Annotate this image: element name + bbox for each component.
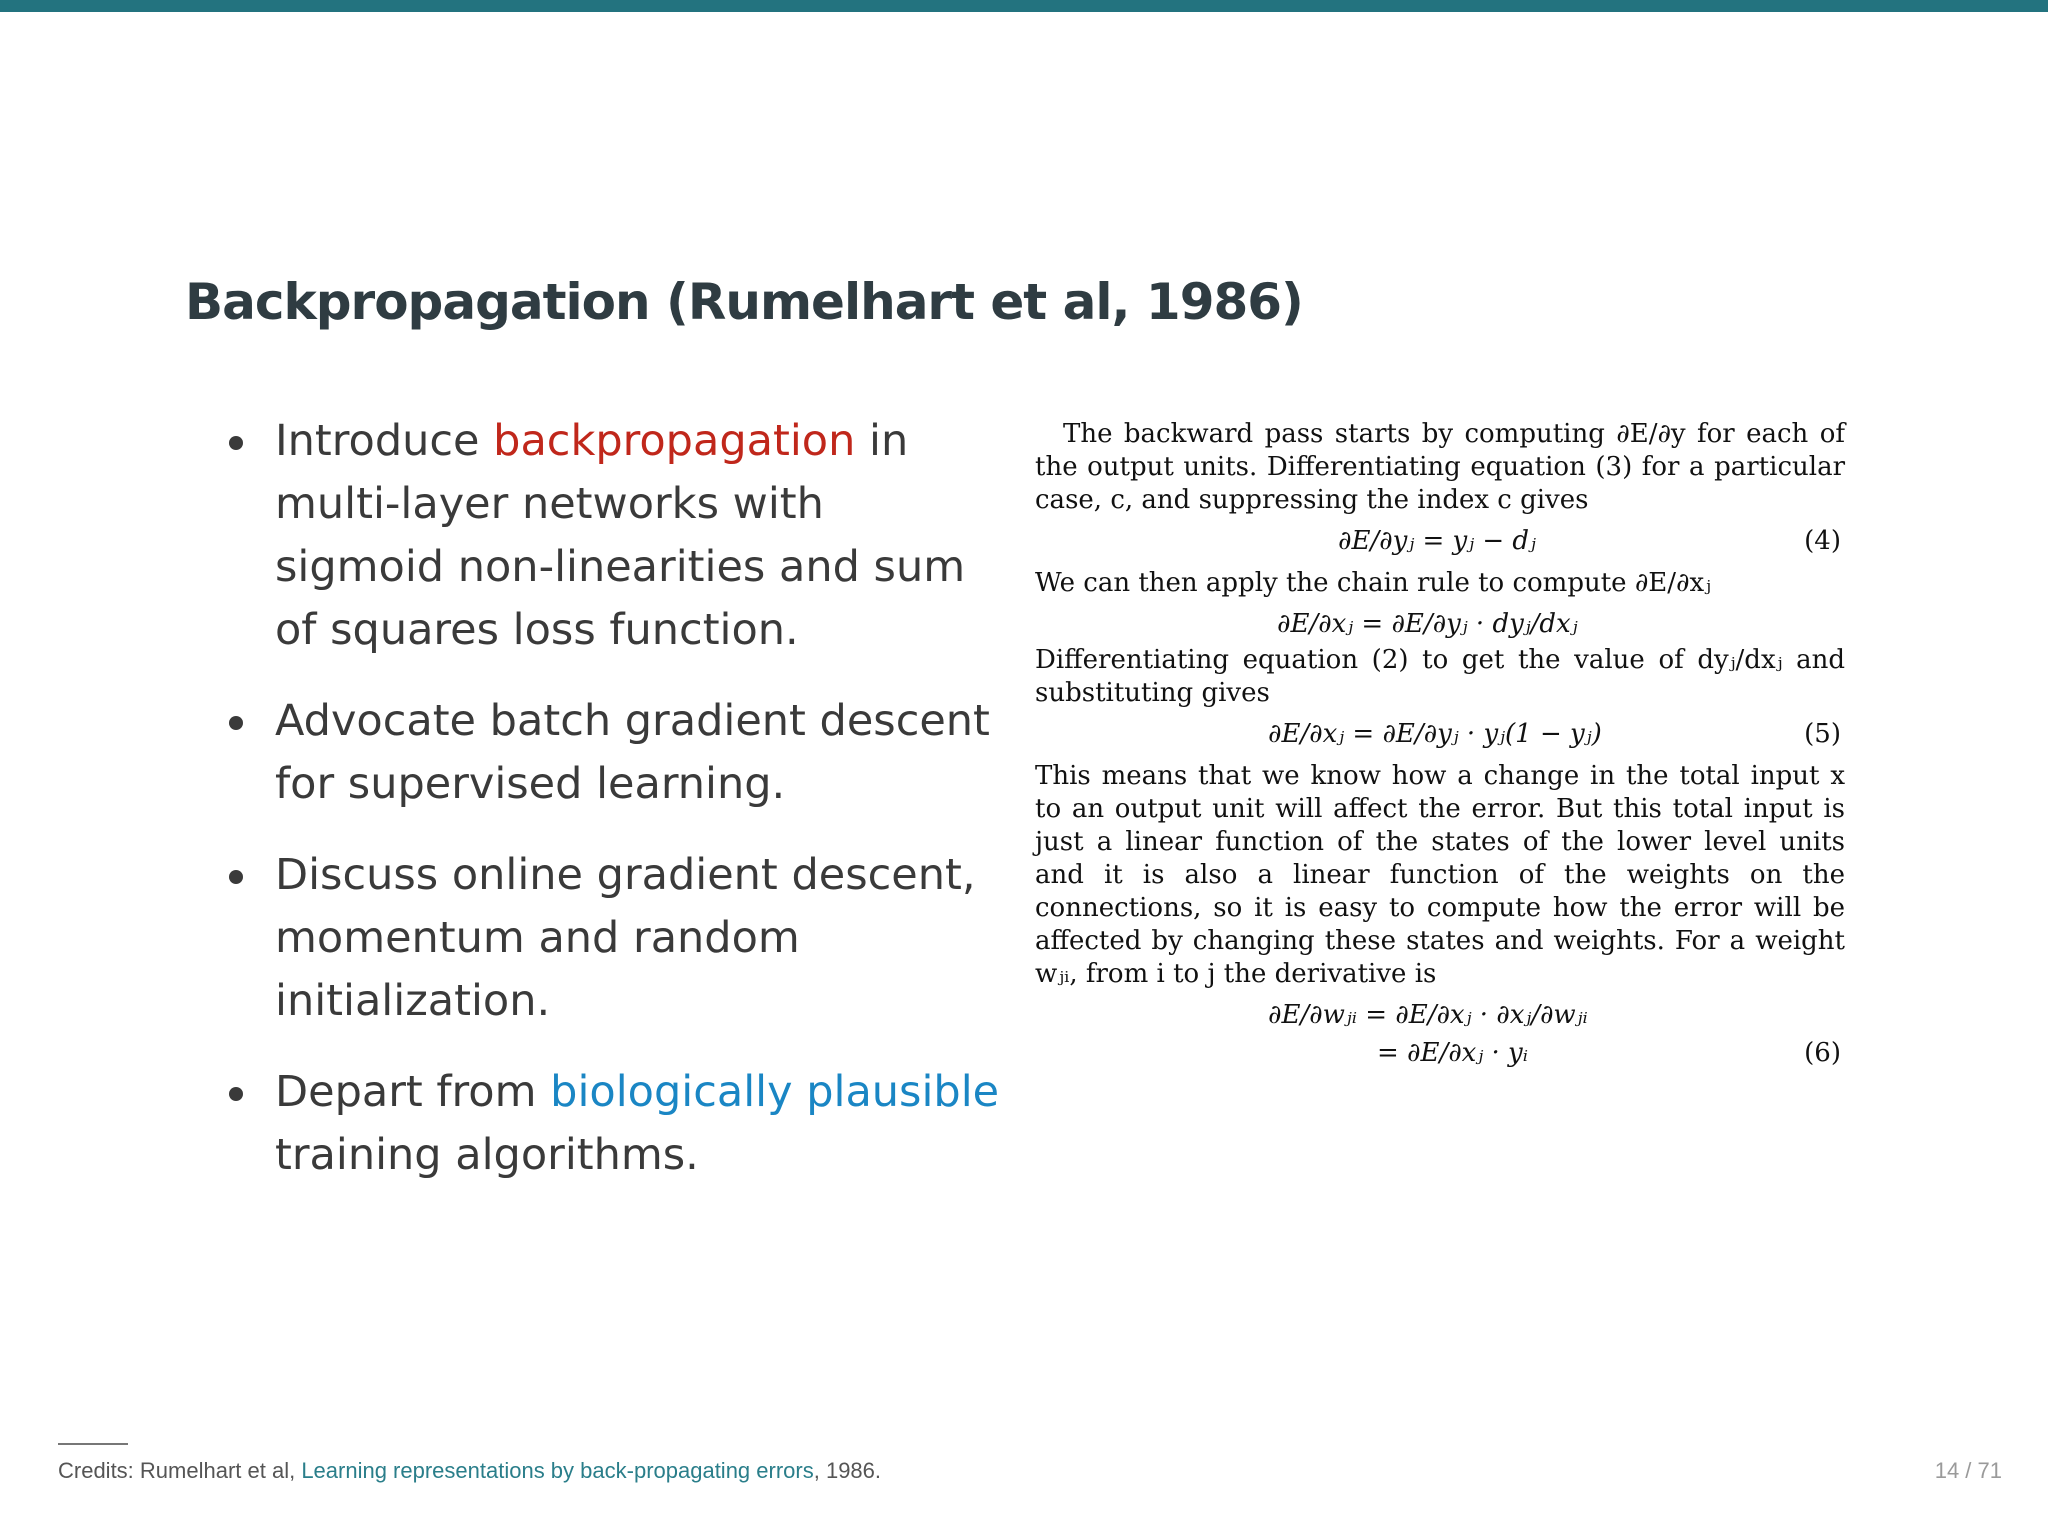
bullet-dot-icon (229, 716, 243, 730)
bullet-item (225, 410, 1005, 662)
bullet-text-post: in multi-layer networks with sigmoid non-linearities and sum of squares loss function. (275, 416, 966, 655)
bullet-item (225, 690, 1005, 816)
bullet-highlight: backpropagation (493, 416, 856, 466)
equation-expression: ∂E/∂xⱼ = ∂E/∂yⱼ · yⱼ(1 − yⱼ) (1268, 719, 1602, 749)
equation-6-line-2 (1035, 1035, 1845, 1079)
equation-number: (4) (1804, 526, 1841, 556)
paper-paragraph: The backward pass starts by computing ∂E/∂y for each of the output units. Differentiating equation (3) for a particular case, c, and suppressing the index c gives (1035, 419, 1845, 515)
paper-paragraph: Differentiating equation (2) to get the value of dyⱼ/dxⱼ and substituting gives (1035, 645, 1845, 708)
bullet-item (225, 844, 1005, 1033)
bullet-item (225, 1061, 1005, 1187)
top-accent-bar (0, 0, 2048, 12)
credits-text-post: , 1986. (813, 1458, 882, 1483)
equation-6-line-1 (1035, 991, 1845, 1035)
credits-text-pre: Credits: Rumelhart et al, (58, 1458, 302, 1483)
bullet-text: Discuss online gradient descent, momentum and random initialization. (275, 850, 976, 1026)
page-number: 14 / 71 (1934, 1458, 2002, 1483)
slide-title: Backpropagation (Rumelhart et al, 1986) (185, 273, 1303, 331)
equation-5 (1035, 710, 1845, 760)
paper-excerpt-image (1035, 418, 1845, 1079)
footnote-divider (58, 1443, 128, 1445)
equation-expression: ∂E/∂xⱼ = ∂E/∂yⱼ · dyⱼ/dxⱼ (1277, 609, 1578, 639)
equation-number: (5) (1804, 719, 1841, 749)
bullet-dot-icon (229, 436, 243, 450)
equation-number: (6) (1804, 1038, 1841, 1068)
equation-chain-rule (1035, 600, 1845, 644)
credits-link[interactable]: Learning representations by back-propagating errors (301, 1458, 814, 1483)
bullet-highlight: biologically plausible (550, 1067, 1000, 1117)
bullet-text-pre: Introduce (275, 416, 494, 466)
equation-expression: = ∂E/∂xⱼ · yᵢ (1377, 1038, 1528, 1068)
bullet-list (225, 410, 1005, 1215)
paper-paragraph: We can then apply the chain rule to compute ∂E/∂xⱼ (1035, 568, 1711, 598)
equation-expression: ∂E/∂yⱼ = yⱼ − dⱼ (1338, 526, 1536, 556)
bullet-text: Advocate batch gradient descent for supervised learning. (275, 696, 990, 809)
paper-paragraph: This means that we know how a change in the total input x to an output unit will affect the error. But this total input is just a linear function of the states of the lower level units and it is also a linear function of the weights on the connections, so it is easy to compute how the error will be affected by changing these states and weights. For a weight wⱼᵢ, from i to j the derivative is (1035, 761, 1845, 989)
bullet-dot-icon (229, 1087, 243, 1101)
equation-4 (1035, 517, 1845, 567)
bullet-text-post: training algorithms. (275, 1130, 699, 1180)
bullet-text-pre: Depart from (275, 1067, 551, 1117)
footer-credits (58, 1458, 881, 1484)
equation-expression: ∂E/∂wⱼᵢ = ∂E/∂xⱼ · ∂xⱼ/∂wⱼᵢ (1268, 1000, 1588, 1030)
bullet-dot-icon (229, 870, 243, 884)
